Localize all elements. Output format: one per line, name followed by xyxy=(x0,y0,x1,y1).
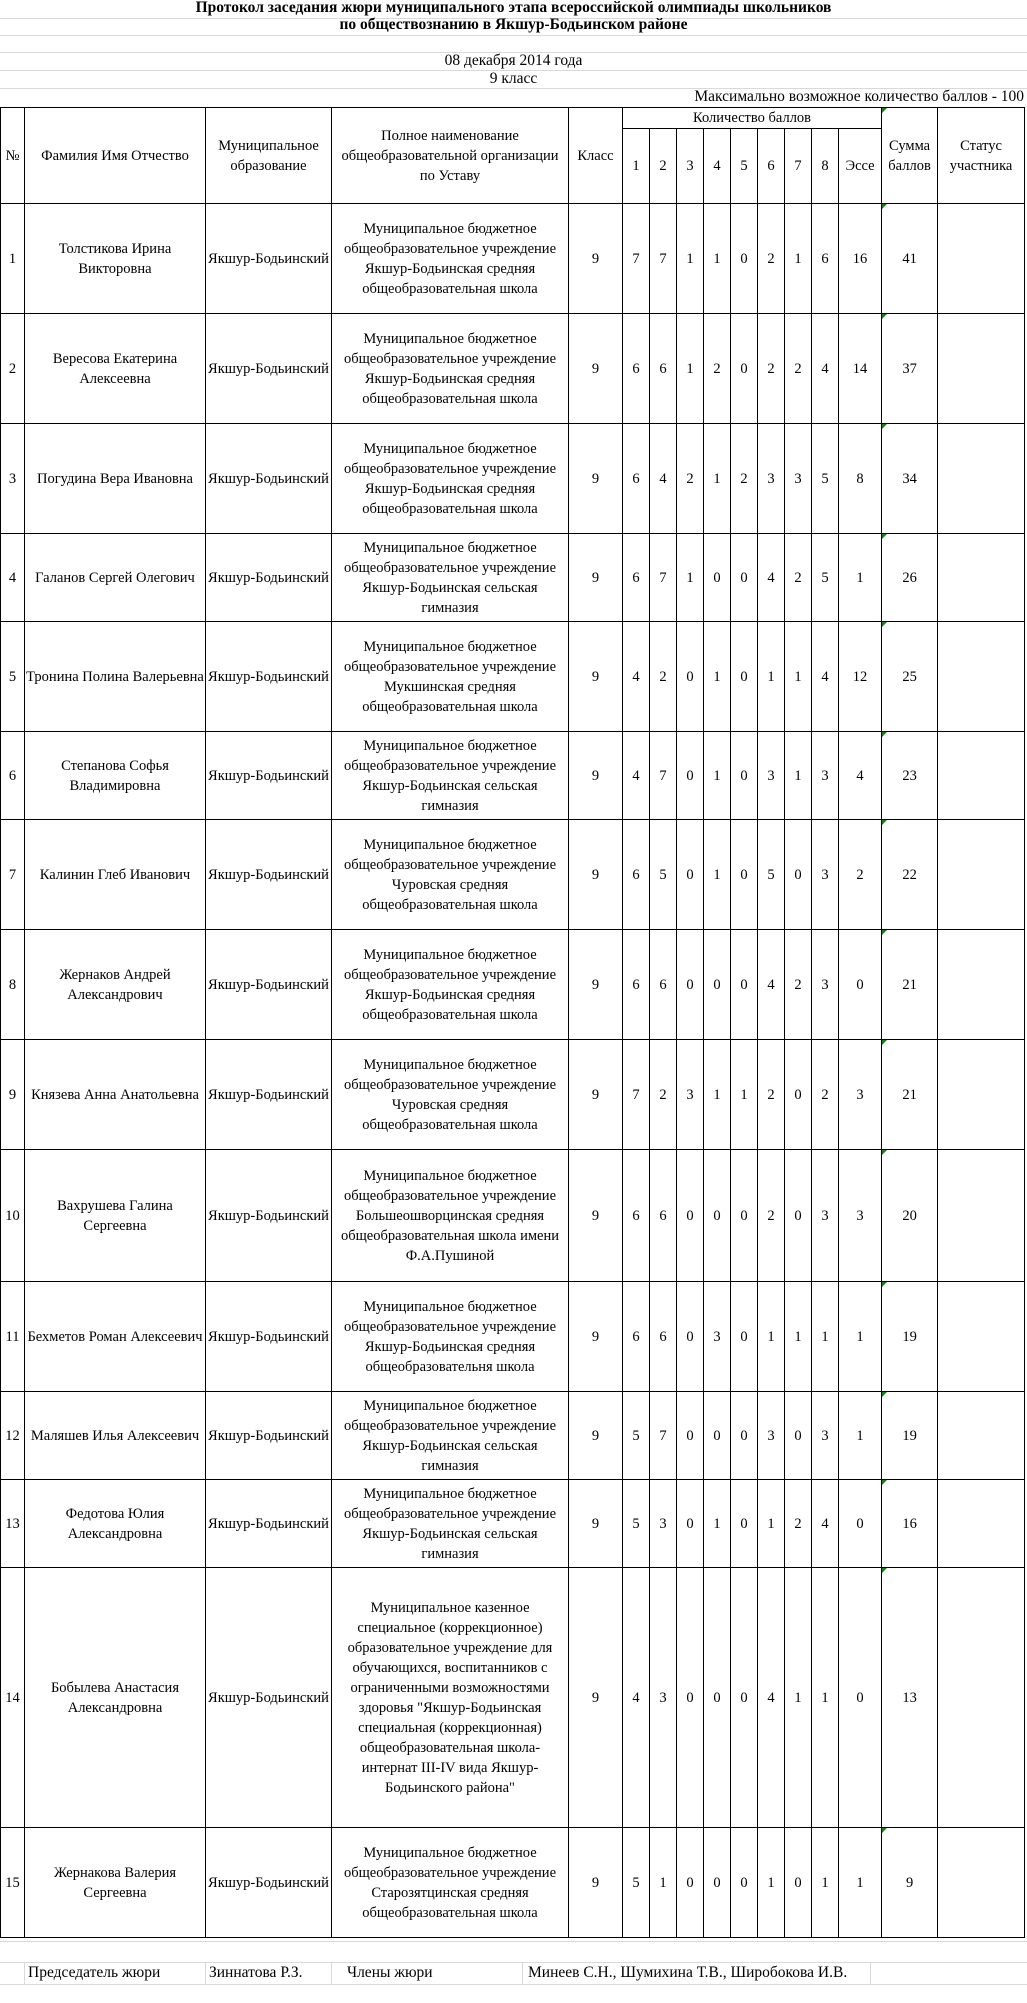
row-municipality-cell: Якшур-Бодьинский xyxy=(206,622,332,732)
row-score-cell: 3 xyxy=(758,732,785,820)
row-score-cell: 5 xyxy=(623,1480,650,1568)
row-score-cell: 0 xyxy=(704,1150,731,1282)
row-score-cell: 2 xyxy=(758,204,785,314)
row-name-cell: Степанова Софья Владимировна xyxy=(25,732,206,820)
row-sum-cell: 25 xyxy=(882,622,938,732)
row-score-cell: 1 xyxy=(704,424,731,534)
row-organization-cell: Муниципальное бюджетное общеобразовательное учреждение Якшур-Бодьинская средняя общеобразовательная школа xyxy=(332,930,569,1040)
row-number-cell: 3 xyxy=(1,424,25,534)
row-number-cell: 7 xyxy=(1,820,25,930)
row-score-cell: 3 xyxy=(812,930,839,1040)
row-score-cell: 0 xyxy=(704,1392,731,1480)
document-date: 08 декабря 2014 года xyxy=(444,52,583,69)
row-score-cell: 1 xyxy=(785,204,812,314)
row-score-cell: 5 xyxy=(758,820,785,930)
row-score-cell: 0 xyxy=(677,1282,704,1392)
row-score-cell: 3 xyxy=(677,1040,704,1150)
row-score-cell: 2 xyxy=(650,622,677,732)
row-sum-cell: 21 xyxy=(882,1040,938,1150)
col-header-name: Фамилия Имя Отчество xyxy=(25,108,206,204)
table-row xyxy=(1,204,1025,314)
row-class-cell: 9 xyxy=(569,820,623,930)
col-header-score-5: 5 xyxy=(731,129,758,204)
row-class-cell: 9 xyxy=(569,534,623,622)
row-name-cell: Галанов Сергей Олегович xyxy=(25,534,206,622)
gridline xyxy=(0,1984,1027,1985)
row-organization-cell: Муниципальное бюджетное общеобразовательное учреждение Якшур-Бодьинская сельская гимназия xyxy=(332,1392,569,1480)
row-score-cell: 2 xyxy=(650,1040,677,1150)
row-organization-cell: Муниципальное бюджетное общеобразовательное учреждение Большеошворцинская средняя общеобразовательная школа имени Ф.А.Пушиной xyxy=(332,1150,569,1282)
row-score-cell: 0 xyxy=(731,732,758,820)
row-score-cell: 1 xyxy=(731,1040,758,1150)
row-score-cell: 1 xyxy=(785,732,812,820)
row-municipality-cell: Якшур-Бодьинский xyxy=(206,204,332,314)
row-number-cell: 14 xyxy=(1,1568,25,1828)
row-organization-cell: Муниципальное бюджетное общеобразовательное учреждение Чуровская средняя общеобразовательная школа xyxy=(332,820,569,930)
row-score-cell: 0 xyxy=(677,622,704,732)
row-score-cell: 0 xyxy=(731,534,758,622)
row-class-cell: 9 xyxy=(569,930,623,1040)
row-class-cell: 9 xyxy=(569,424,623,534)
row-status-cell xyxy=(938,424,1025,534)
table-row xyxy=(1,622,1025,732)
row-municipality-cell: Якшур-Бодьинский xyxy=(206,534,332,622)
footer-chair-label: Председатель жюри xyxy=(28,1964,161,1981)
row-score-cell: 0 xyxy=(731,622,758,732)
row-score-cell: 1 xyxy=(758,1282,785,1392)
col-header-status: Статус участника xyxy=(938,108,1025,204)
row-score-cell: 6 xyxy=(650,1150,677,1282)
document-grade: 9 класс xyxy=(489,70,538,87)
row-status-cell xyxy=(938,1040,1025,1150)
max-score-note: Максимально возможное количество баллов - 100 xyxy=(694,88,1024,105)
row-name-cell: Бобылева Анастасия Александровна xyxy=(25,1568,206,1828)
row-score-cell: 0 xyxy=(785,820,812,930)
row-score-cell: 7 xyxy=(650,1392,677,1480)
row-score-cell: 4 xyxy=(758,930,785,1040)
table-row xyxy=(1,424,1025,534)
row-score-cell: 1 xyxy=(677,534,704,622)
row-score-cell: 3 xyxy=(812,820,839,930)
row-organization-cell: Муниципальное бюджетное общеобразовательное учреждение Мукшинская средняя общеобразовательная школа xyxy=(332,622,569,732)
col-header-municipality: Муниципальное образование xyxy=(206,108,332,204)
row-score-cell: 4 xyxy=(650,424,677,534)
row-class-cell: 9 xyxy=(569,1568,623,1828)
col-header-score-3: 3 xyxy=(677,129,704,204)
row-municipality-cell: Якшур-Бодьинский xyxy=(206,1040,332,1150)
row-number-cell: 1 xyxy=(1,204,25,314)
row-score-cell: 1 xyxy=(677,204,704,314)
row-score-cell: 3 xyxy=(758,424,785,534)
row-score-cell: 2 xyxy=(758,1040,785,1150)
row-name-cell: Толстикова Ирина Викторовна xyxy=(25,204,206,314)
col-header-score-6: 6 xyxy=(758,129,785,204)
row-score-cell: 2 xyxy=(758,1150,785,1282)
row-organization-cell: Муниципальное казенное специальное (коррекционное) образовательное учреждение для обучающихся, воспитанников с ограниченными возможностями здоровья "Якшур-Бодьинская специальная (коррекционная) общеобразовательная школа-интернат III-IV вида Якшур-Бодьинского района" xyxy=(332,1568,569,1828)
row-name-cell: Бехметов Роман Алексеевич xyxy=(25,1282,206,1392)
row-name-cell: Тронина Полина Валерьевна xyxy=(25,622,206,732)
row-score-cell: 5 xyxy=(650,820,677,930)
table-row xyxy=(1,820,1025,930)
row-score-cell: 7 xyxy=(623,1040,650,1150)
row-sum-cell: 9 xyxy=(882,1828,938,1938)
row-score-cell: 6 xyxy=(623,1150,650,1282)
row-municipality-cell: Якшур-Бодьинский xyxy=(206,1828,332,1938)
row-score-cell: 0 xyxy=(785,1150,812,1282)
row-organization-cell: Муниципальное бюджетное общеобразовательное учреждение Якшур-Бодьинская средняя общеобразовательня школа xyxy=(332,1282,569,1392)
table-row xyxy=(1,1040,1025,1150)
row-number-cell: 5 xyxy=(1,622,25,732)
row-score-cell: 1 xyxy=(839,1282,882,1392)
row-name-cell: Князева Анна Анатольевна xyxy=(25,1040,206,1150)
gridline xyxy=(870,1962,871,1984)
row-score-cell: 0 xyxy=(839,1568,882,1828)
row-score-cell: 6 xyxy=(650,930,677,1040)
row-score-cell: 1 xyxy=(785,622,812,732)
row-sum-cell: 26 xyxy=(882,534,938,622)
footer-members-label: Члены жюри xyxy=(347,1964,433,1981)
row-score-cell: 1 xyxy=(758,1828,785,1938)
row-score-cell: 0 xyxy=(785,1828,812,1938)
row-score-cell: 5 xyxy=(812,424,839,534)
col-header-score-essay: Эссе xyxy=(839,129,882,204)
row-class-cell: 9 xyxy=(569,204,623,314)
row-score-cell: 2 xyxy=(812,1040,839,1150)
row-number-cell: 4 xyxy=(1,534,25,622)
row-organization-cell: Муниципальное бюджетное общеобразовательное учреждение Якшур-Бодьинская сельская гимназия xyxy=(332,1480,569,1568)
row-score-cell: 3 xyxy=(812,1150,839,1282)
row-score-cell: 2 xyxy=(839,820,882,930)
row-score-cell: 3 xyxy=(785,424,812,534)
row-sum-cell: 22 xyxy=(882,820,938,930)
row-score-cell: 0 xyxy=(704,1568,731,1828)
row-class-cell: 9 xyxy=(569,1480,623,1568)
row-score-cell: 4 xyxy=(623,732,650,820)
row-number-cell: 13 xyxy=(1,1480,25,1568)
row-score-cell: 1 xyxy=(758,1480,785,1568)
gridline xyxy=(0,35,1027,36)
footer-chair-name: Зиннатова Р.З. xyxy=(209,1964,303,1981)
row-score-cell: 6 xyxy=(623,1282,650,1392)
row-name-cell: Маляшев Илья Алексеевич xyxy=(25,1392,206,1480)
row-number-cell: 2 xyxy=(1,314,25,424)
row-score-cell: 0 xyxy=(677,1828,704,1938)
row-sum-cell: 13 xyxy=(882,1568,938,1828)
row-score-cell: 0 xyxy=(677,1392,704,1480)
row-score-cell: 0 xyxy=(731,1568,758,1828)
gridline xyxy=(331,1962,332,1984)
row-score-cell: 5 xyxy=(812,534,839,622)
row-score-cell: 4 xyxy=(812,314,839,424)
row-sum-cell: 19 xyxy=(882,1282,938,1392)
row-status-cell xyxy=(938,1392,1025,1480)
row-status-cell xyxy=(938,534,1025,622)
row-municipality-cell: Якшур-Бодьинский xyxy=(206,930,332,1040)
row-score-cell: 1 xyxy=(650,1828,677,1938)
row-name-cell: Вересова Екатерина Алексеевна xyxy=(25,314,206,424)
row-score-cell: 6 xyxy=(623,820,650,930)
row-score-cell: 7 xyxy=(650,204,677,314)
row-sum-cell: 21 xyxy=(882,930,938,1040)
table-row xyxy=(1,732,1025,820)
row-status-cell xyxy=(938,732,1025,820)
row-score-cell: 0 xyxy=(785,1392,812,1480)
row-status-cell xyxy=(938,314,1025,424)
row-municipality-cell: Якшур-Бодьинский xyxy=(206,424,332,534)
row-number-cell: 11 xyxy=(1,1282,25,1392)
row-score-cell: 3 xyxy=(839,1040,882,1150)
row-organization-cell: Муниципальное бюджетное общеобразовательное учреждение Якшур-Бодьинская сельская гимназия xyxy=(332,732,569,820)
row-organization-cell: Муниципальное бюджетное общеобразовательное учреждение Якшур-Бодьинская средняя общеобразовательная школа xyxy=(332,314,569,424)
row-score-cell: 1 xyxy=(704,204,731,314)
row-score-cell: 4 xyxy=(812,1480,839,1568)
row-status-cell xyxy=(938,820,1025,930)
row-class-cell: 9 xyxy=(569,732,623,820)
row-score-cell: 2 xyxy=(677,424,704,534)
row-score-cell: 0 xyxy=(677,732,704,820)
row-score-cell: 1 xyxy=(785,1568,812,1828)
row-organization-cell: Муниципальное бюджетное общеобразовательное учреждение Старозятцинская средняя общеобразовательная школа xyxy=(332,1828,569,1938)
row-number-cell: 9 xyxy=(1,1040,25,1150)
row-name-cell: Федотова Юлия Александровна xyxy=(25,1480,206,1568)
row-status-cell xyxy=(938,1568,1025,1828)
row-score-cell: 2 xyxy=(785,1480,812,1568)
table-row xyxy=(1,1150,1025,1282)
row-score-cell: 0 xyxy=(731,820,758,930)
row-status-cell xyxy=(938,622,1025,732)
row-class-cell: 9 xyxy=(569,314,623,424)
row-score-cell: 4 xyxy=(758,1568,785,1828)
row-status-cell xyxy=(938,204,1025,314)
document-title-line2: по обществознанию в Якшур-Бодьинском районе xyxy=(339,16,688,33)
row-class-cell: 9 xyxy=(569,622,623,732)
row-score-cell: 0 xyxy=(839,930,882,1040)
row-score-cell: 0 xyxy=(704,534,731,622)
row-name-cell: Вахрушева Галина Сергеевна xyxy=(25,1150,206,1282)
row-score-cell: 16 xyxy=(839,204,882,314)
row-organization-cell: Муниципальное бюджетное общеобразовательное учреждение Чуровская средняя общеобразовательная школа xyxy=(332,1040,569,1150)
gridline xyxy=(522,1962,523,1984)
row-score-cell: 4 xyxy=(623,1568,650,1828)
row-score-cell: 1 xyxy=(704,1040,731,1150)
table-row xyxy=(1,1282,1025,1392)
row-number-cell: 15 xyxy=(1,1828,25,1938)
row-score-cell: 1 xyxy=(704,820,731,930)
row-score-cell: 6 xyxy=(623,534,650,622)
row-score-cell: 1 xyxy=(758,622,785,732)
row-class-cell: 9 xyxy=(569,1828,623,1938)
row-municipality-cell: Якшур-Бодьинский xyxy=(206,732,332,820)
col-header-organization: Полное наименование общеобразовательной организации по Уставу xyxy=(332,108,569,204)
row-sum-cell: 23 xyxy=(882,732,938,820)
row-score-cell: 3 xyxy=(812,732,839,820)
row-score-cell: 0 xyxy=(704,930,731,1040)
row-score-cell: 2 xyxy=(785,930,812,1040)
row-score-cell: 0 xyxy=(677,1480,704,1568)
row-score-cell: 5 xyxy=(623,1828,650,1938)
row-score-cell: 0 xyxy=(677,930,704,1040)
row-score-cell: 1 xyxy=(839,1828,882,1938)
row-sum-cell: 34 xyxy=(882,424,938,534)
row-score-cell: 6 xyxy=(623,930,650,1040)
row-sum-cell: 37 xyxy=(882,314,938,424)
row-municipality-cell: Якшур-Бодьинский xyxy=(206,1392,332,1480)
row-score-cell: 1 xyxy=(839,1392,882,1480)
row-name-cell: Жернаков Андрей Александрович xyxy=(25,930,206,1040)
row-sum-cell: 16 xyxy=(882,1480,938,1568)
row-score-cell: 3 xyxy=(812,1392,839,1480)
row-number-cell: 12 xyxy=(1,1392,25,1480)
row-score-cell: 2 xyxy=(785,534,812,622)
row-score-cell: 6 xyxy=(623,314,650,424)
row-sum-cell: 20 xyxy=(882,1150,938,1282)
row-name-cell: Погудина Вера Ивановна xyxy=(25,424,206,534)
col-header-score-7: 7 xyxy=(785,129,812,204)
row-score-cell: 1 xyxy=(704,1480,731,1568)
row-score-cell: 6 xyxy=(650,1282,677,1392)
row-score-cell: 2 xyxy=(785,314,812,424)
row-score-cell: 6 xyxy=(650,314,677,424)
row-score-cell: 1 xyxy=(704,622,731,732)
row-score-cell: 0 xyxy=(839,1480,882,1568)
row-status-cell xyxy=(938,1828,1025,1938)
row-class-cell: 9 xyxy=(569,1282,623,1392)
row-score-cell: 6 xyxy=(623,424,650,534)
row-score-cell: 4 xyxy=(623,622,650,732)
row-number-cell: 6 xyxy=(1,732,25,820)
row-score-cell: 0 xyxy=(704,1828,731,1938)
row-class-cell: 9 xyxy=(569,1150,623,1282)
row-organization-cell: Муниципальное бюджетное общеобразовательное учреждение Якшур-Бодьинская сельская гимназия xyxy=(332,534,569,622)
row-score-cell: 4 xyxy=(839,732,882,820)
row-score-cell: 3 xyxy=(758,1392,785,1480)
row-score-cell: 2 xyxy=(704,314,731,424)
row-number-cell: 10 xyxy=(1,1150,25,1282)
row-score-cell: 6 xyxy=(812,204,839,314)
row-score-cell: 1 xyxy=(839,534,882,622)
row-score-cell: 3 xyxy=(650,1480,677,1568)
table-row xyxy=(1,1392,1025,1480)
results-table xyxy=(0,107,1025,1938)
gridline xyxy=(205,1962,206,1984)
row-municipality-cell: Якшур-Бодьинский xyxy=(206,1282,332,1392)
row-municipality-cell: Якшур-Бодьинский xyxy=(206,820,332,930)
row-municipality-cell: Якшур-Бодьинский xyxy=(206,1150,332,1282)
footer-members-names: Минеев С.Н., Шумихина Т.В., Широбокова И.В. xyxy=(528,1964,848,1981)
document-title-line1: Протокол заседания жюри муниципального этапа всероссийской олимпиады школьников xyxy=(195,0,832,16)
col-header-score-4: 4 xyxy=(704,129,731,204)
row-score-cell: 0 xyxy=(677,1568,704,1828)
row-score-cell: 2 xyxy=(731,424,758,534)
row-status-cell xyxy=(938,1480,1025,1568)
row-status-cell xyxy=(938,1282,1025,1392)
row-score-cell: 0 xyxy=(731,314,758,424)
row-organization-cell: Муниципальное бюджетное общеобразовательное учреждение Якшур-Бодьинская средняя общеобразовательная школа xyxy=(332,424,569,534)
row-score-cell: 1 xyxy=(812,1568,839,1828)
row-score-cell: 0 xyxy=(731,1282,758,1392)
table-row xyxy=(1,1828,1025,1938)
table-row xyxy=(1,314,1025,424)
col-header-score-2: 2 xyxy=(650,129,677,204)
row-score-cell: 0 xyxy=(731,204,758,314)
row-status-cell xyxy=(938,930,1025,1040)
row-score-cell: 1 xyxy=(677,314,704,424)
row-organization-cell: Муниципальное бюджетное общеобразовательное учреждение Якшур-Бодьинская средняя общеобразовательная школа xyxy=(332,204,569,314)
row-score-cell: 0 xyxy=(677,1150,704,1282)
row-number-cell: 8 xyxy=(1,930,25,1040)
row-name-cell: Калинин Глеб Иванович xyxy=(25,820,206,930)
col-header-score-8: 8 xyxy=(812,129,839,204)
row-score-cell: 2 xyxy=(758,314,785,424)
row-score-cell: 4 xyxy=(758,534,785,622)
table-row xyxy=(1,930,1025,1040)
row-score-cell: 0 xyxy=(731,1392,758,1480)
row-class-cell: 9 xyxy=(569,1040,623,1150)
row-municipality-cell: Якшур-Бодьинский xyxy=(206,314,332,424)
row-sum-cell: 41 xyxy=(882,204,938,314)
row-score-cell: 1 xyxy=(812,1282,839,1392)
row-score-cell: 0 xyxy=(785,1040,812,1150)
col-header-score-1: 1 xyxy=(623,129,650,204)
row-score-cell: 1 xyxy=(785,1282,812,1392)
row-municipality-cell: Якшур-Бодьинский xyxy=(206,1480,332,1568)
row-score-cell: 3 xyxy=(704,1282,731,1392)
row-score-cell: 0 xyxy=(731,1828,758,1938)
row-score-cell: 7 xyxy=(650,534,677,622)
row-score-cell: 14 xyxy=(839,314,882,424)
row-class-cell: 9 xyxy=(569,1392,623,1480)
gridline xyxy=(0,1941,1027,1942)
row-score-cell: 7 xyxy=(623,204,650,314)
row-score-cell: 12 xyxy=(839,622,882,732)
col-header-number: № xyxy=(1,108,25,204)
col-header-sum: Сумма баллов xyxy=(882,108,938,204)
results-table-body xyxy=(1,204,1025,1938)
row-score-cell: 7 xyxy=(650,732,677,820)
table-row xyxy=(1,1568,1025,1828)
row-score-cell: 3 xyxy=(650,1568,677,1828)
table-row xyxy=(1,534,1025,622)
row-score-cell: 5 xyxy=(623,1392,650,1480)
row-score-cell: 8 xyxy=(839,424,882,534)
row-status-cell xyxy=(938,1150,1025,1282)
gridline xyxy=(24,1962,25,1984)
row-score-cell: 0 xyxy=(731,1480,758,1568)
row-score-cell: 0 xyxy=(677,820,704,930)
row-score-cell: 1 xyxy=(812,1828,839,1938)
row-name-cell: Жернакова Валерия Сергеевна xyxy=(25,1828,206,1938)
col-header-scores-group: Количество баллов xyxy=(623,108,882,129)
row-score-cell: 3 xyxy=(839,1150,882,1282)
row-score-cell: 0 xyxy=(731,930,758,1040)
row-score-cell: 4 xyxy=(812,622,839,732)
row-municipality-cell: Якшур-Бодьинский xyxy=(206,1568,332,1828)
row-score-cell: 0 xyxy=(731,1150,758,1282)
table-row xyxy=(1,1480,1025,1568)
col-header-class: Класс xyxy=(569,108,623,204)
row-sum-cell: 19 xyxy=(882,1392,938,1480)
row-score-cell: 1 xyxy=(704,732,731,820)
